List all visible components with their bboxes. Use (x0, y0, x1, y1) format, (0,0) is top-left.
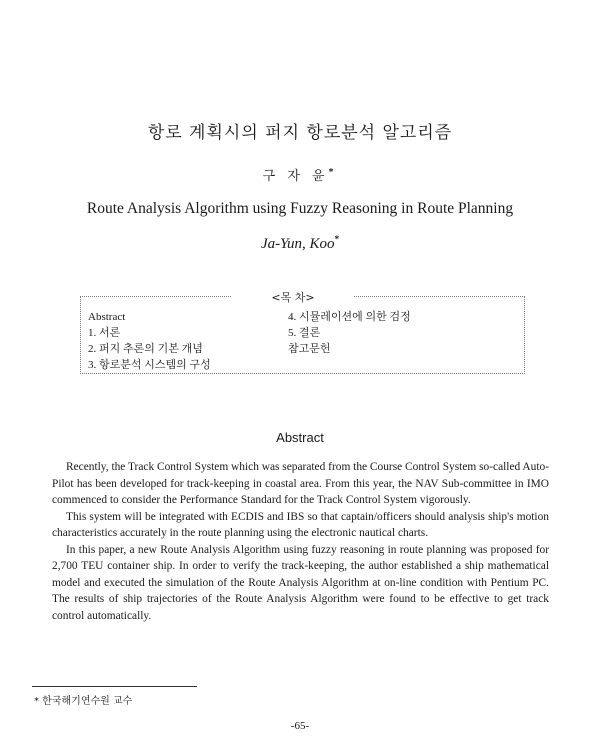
author-footnote-mark-en: * (334, 234, 340, 244)
abstract-paragraph: In this paper, a new Route Analysis Algorithm using fuzzy reasoning in route planning was proposed for 2,700 TEU container ship. In order to verify the track-keeping, the author established a ship mathematical model and executed the simulation of the Route Analysis Algorithm at on-line condition with Pentium PC. The results of ship trajectories of the Route Analysis Algorithm were found to be effective to get track control automatically. (52, 543, 549, 622)
page-number: -65- (290, 720, 310, 732)
abstract-heading: Abstract (276, 430, 324, 445)
toc-item: 4. 시뮬레이션에 의한 검정 (288, 311, 411, 323)
paper-title-korean: 항로 계획시의 퍼지 항로분석 알고리즘 (147, 123, 453, 143)
footnote: * 한국해기연수원 교수 (34, 696, 133, 707)
footnote-divider (32, 686, 197, 687)
abstract-paragraph: Recently, the Track Control System which was separated from the Course Control System so-called Auto-Pilot has been developed for track-keeping in coastal area. From this year, the NAV Sub-committee in IMO commenced to consider the Performance Standard for the Track Control System vigorously. (52, 461, 549, 506)
toc-item: Abstract (88, 311, 126, 323)
paper-title-english: Route Analysis Algorithm using Fuzzy Reasoning in Route Planning (86, 200, 514, 217)
abstract-body (52, 459, 549, 624)
author-footnote-mark: * (328, 167, 338, 178)
toc-left-column (88, 309, 211, 373)
author-name-korean-text: 구 자 윤 (262, 169, 329, 184)
toc-item: 2. 퍼지 추론의 기본 개념 (88, 343, 203, 355)
author-name-english (0, 234, 600, 253)
author-name-english-text: Ja-Yun, Koo (260, 236, 335, 252)
toc-item: 1. 서론 (88, 327, 121, 339)
toc-item: 5. 결론 (288, 327, 321, 339)
abstract-paragraph: This system will be integrated with ECDIS and IBS so that captain/officers should analysis ship's motion characteristics accurately in the route planning using the electronic nautical charts. (52, 510, 549, 539)
toc-item: 참고문헌 (288, 343, 331, 355)
toc-right-column (288, 309, 411, 357)
author-name-korean (0, 165, 600, 184)
toc-header: <목 차> (232, 289, 354, 305)
toc-item: 3. 항로분석 시스템의 구성 (88, 359, 211, 371)
